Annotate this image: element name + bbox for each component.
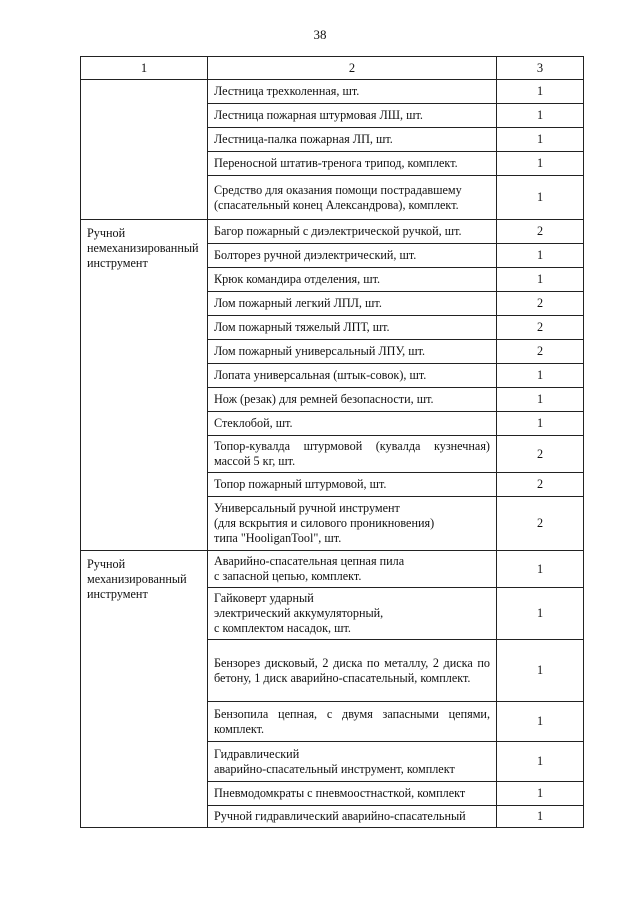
header-col-2: 2 — [208, 57, 497, 80]
quantity-cell: 2 — [497, 436, 584, 473]
quantity-cell: 1 — [497, 152, 584, 176]
item-name-cell: Топор пожарный штурмовой, шт. — [208, 473, 497, 497]
quantity-cell: 2 — [497, 316, 584, 340]
item-name-cell: Ручной гидравлический аварийно-спасательный — [208, 806, 497, 828]
item-name-cell: Лестница пожарная штурмовая ЛШ, шт. — [208, 104, 497, 128]
item-name-cell: Лом пожарный универсальный ЛПУ, шт. — [208, 340, 497, 364]
quantity-cell: 1 — [497, 412, 584, 436]
header-col-3: 3 — [497, 57, 584, 80]
item-name-cell: Бензорез дисковый, 2 диска по металлу, 2 диска по бетону, 1 диск аварийно-спасательный, комплект. — [208, 640, 497, 702]
item-name-cell: Лом пожарный легкий ЛПЛ, шт. — [208, 292, 497, 316]
item-name-cell: Переносной штатив-тренога трипод, комплект. — [208, 152, 497, 176]
item-name-cell: Лестница-палка пожарная ЛП, шт. — [208, 128, 497, 152]
item-name-cell: Гайковерт ударный электрический аккумуляторный, с комплектом насадок, шт. — [208, 588, 497, 640]
quantity-cell: 1 — [497, 551, 584, 588]
item-name-cell: Багор пожарный с диэлектрической ручкой, шт. — [208, 220, 497, 244]
item-name-cell: Средство для оказания помощи пострадавшему (спасательный конец Александрова), комплект. — [208, 176, 497, 220]
category-cell: Ручной механизированный инструмент — [81, 551, 208, 828]
item-name-cell: Пневмодомкраты с пневмоостнасткой, комплект — [208, 782, 497, 806]
table-row — [81, 220, 584, 244]
item-name-cell: Аварийно-спасательная цепная пила с запасной цепью, комплект. — [208, 551, 497, 588]
category-cell: Ручной немеханизированный инструмент — [81, 220, 208, 551]
quantity-cell: 1 — [497, 364, 584, 388]
table-row — [81, 551, 584, 588]
quantity-cell: 1 — [497, 742, 584, 782]
item-name-cell: Крюк командира отделения, шт. — [208, 268, 497, 292]
quantity-cell: 2 — [497, 220, 584, 244]
item-name-cell: Болторез ручной диэлектрический, шт. — [208, 244, 497, 268]
quantity-cell: 2 — [497, 473, 584, 497]
page-number: 38 — [313, 27, 327, 42]
quantity-cell: 1 — [497, 128, 584, 152]
table-row — [81, 80, 584, 104]
quantity-cell: 1 — [497, 782, 584, 806]
quantity-cell: 1 — [497, 80, 584, 104]
quantity-cell: 1 — [497, 268, 584, 292]
quantity-cell: 1 — [497, 388, 584, 412]
table-header-row — [81, 57, 584, 80]
item-name-cell: Универсальный ручной инструмент (для вскрытия и силового проникновения) типа "HooliganTool", шт. — [208, 497, 497, 551]
equipment-table — [80, 56, 584, 828]
item-name-cell: Гидравлический аварийно-спасательный инструмент, комплект — [208, 742, 497, 782]
item-name-cell: Нож (резак) для ремней безопасности, шт. — [208, 388, 497, 412]
item-name-cell: Топор-кувалда штурмовой (кувалда кузнечная) массой 5 кг, шт. — [208, 436, 497, 473]
quantity-cell: 1 — [497, 806, 584, 828]
item-name-cell: Лопата универсальная (штык-совок), шт. — [208, 364, 497, 388]
item-name-cell: Бензопила цепная, с двумя запасными цепями, комплект. — [208, 702, 497, 742]
quantity-cell: 1 — [497, 640, 584, 702]
quantity-cell: 2 — [497, 292, 584, 316]
quantity-cell: 1 — [497, 588, 584, 640]
quantity-cell: 1 — [497, 702, 584, 742]
quantity-cell: 1 — [497, 244, 584, 268]
quantity-cell: 1 — [497, 176, 584, 220]
quantity-cell: 2 — [497, 340, 584, 364]
item-name-cell: Лестница трехколенная, шт. — [208, 80, 497, 104]
header-col-1: 1 — [81, 57, 208, 80]
quantity-cell: 2 — [497, 497, 584, 551]
item-name-cell: Лом пожарный тяжелый ЛПТ, шт. — [208, 316, 497, 340]
quantity-cell: 1 — [497, 104, 584, 128]
item-name-cell: Стеклобой, шт. — [208, 412, 497, 436]
category-cell — [81, 80, 208, 220]
